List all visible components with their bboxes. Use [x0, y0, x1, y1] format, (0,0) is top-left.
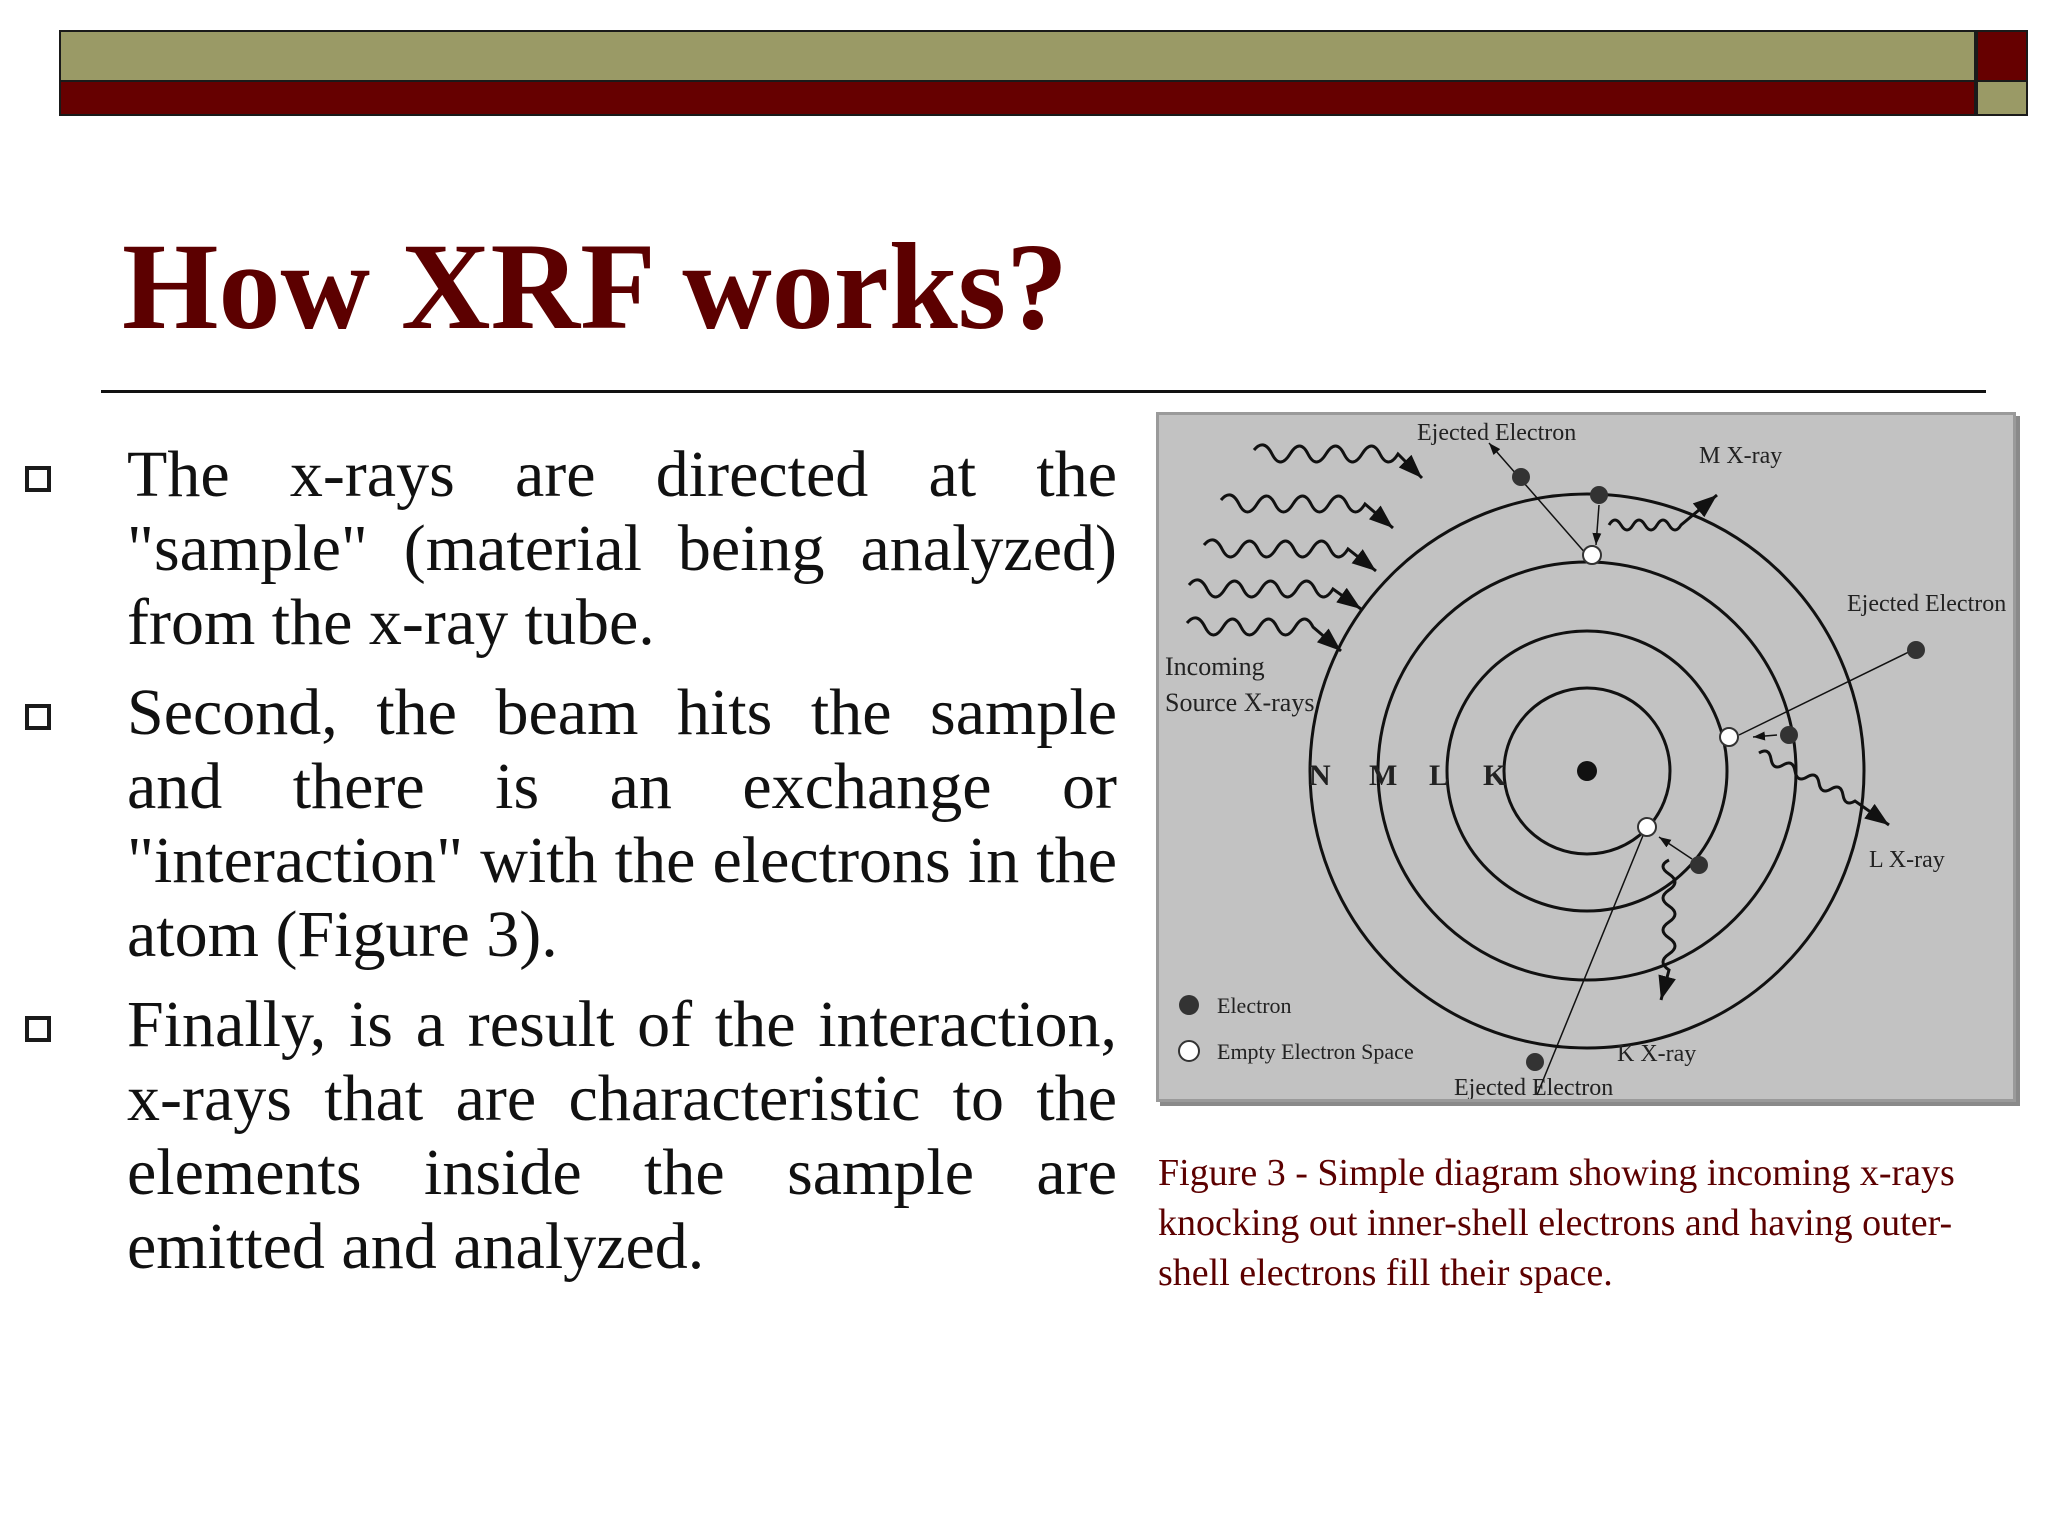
empty-space-k	[1638, 818, 1656, 836]
bullet-item	[0, 438, 1120, 660]
bullet-list	[0, 438, 1120, 1300]
bullet-item	[0, 676, 1120, 972]
ejected-electron-right	[1907, 641, 1925, 659]
header-corner-olive	[1976, 82, 2028, 116]
hollow-square-bullet-icon	[25, 704, 51, 730]
label-ejected-electron-top: Ejected Electron	[1417, 420, 1577, 446]
header-band-olive	[59, 30, 1976, 82]
legend-empty-label: Empty Electron Space	[1217, 1039, 1414, 1064]
electron-n-top	[1590, 486, 1608, 504]
nucleus	[1577, 761, 1597, 781]
label-m-xray: M X-ray	[1699, 443, 1783, 469]
electron-m-right	[1780, 726, 1798, 744]
bullet-item	[0, 988, 1120, 1284]
ejected-electron-bottom	[1526, 1053, 1544, 1071]
xrf-atom-diagram	[1156, 412, 2016, 1102]
legend-empty-dot	[1179, 1041, 1199, 1061]
bullet-text: Finally, is a result of the interaction, x-rays that are characteristic to the elements inside the sample are emitted and analyzed.	[127, 988, 1117, 1283]
label-shell-n: N	[1309, 759, 1331, 792]
label-l-xray: L X-ray	[1869, 847, 1945, 873]
header-band-maroon	[59, 82, 1976, 116]
label-shell-k: K	[1483, 759, 1507, 792]
figure-caption: Figure 3 - Simple diagram showing incoming x-rays knocking out inner-shell electrons and having outer-shell electrons fill their space.	[1158, 1152, 1955, 1294]
label-ejected-electron-bottom: Ejected Electron	[1454, 1075, 1614, 1099]
bullet-text: Second, the beam hits the sample and there is an exchange or "interaction" with the electrons in the atom (Figure 3).	[127, 676, 1117, 971]
hollow-square-bullet-icon	[25, 466, 51, 492]
legend-electron-label: Electron	[1217, 993, 1292, 1018]
empty-space-l	[1720, 728, 1738, 746]
m-xray-wave	[1609, 495, 1717, 530]
label-incoming-2: Source X-rays	[1165, 688, 1315, 717]
label-k-xray: K X-ray	[1617, 1041, 1697, 1067]
electron-l-bottom	[1690, 856, 1708, 874]
label-incoming-1: Incoming	[1165, 652, 1265, 681]
label-shell-m: M	[1369, 759, 1398, 792]
ejected-electron-top	[1512, 468, 1530, 486]
empty-space-m	[1583, 546, 1601, 564]
hollow-square-bullet-icon	[25, 1016, 51, 1042]
legend-electron-dot	[1179, 995, 1199, 1015]
title-divider	[101, 390, 1986, 393]
bullet-text: The x-rays are directed at the "sample" (material being analyzed) from the x-ray tube.	[127, 438, 1117, 659]
ejected-path-right	[1739, 647, 1919, 735]
ejected-path-top	[1489, 443, 1587, 555]
incoming-xray-waves	[1187, 445, 1422, 651]
label-shell-l: L	[1429, 759, 1450, 792]
slide-title: How XRF works?	[122, 218, 1069, 355]
header-corner-maroon	[1976, 30, 2028, 82]
label-ejected-electron-right: Ejected Electron	[1847, 591, 2007, 617]
l-xray-wave	[1759, 751, 1889, 825]
